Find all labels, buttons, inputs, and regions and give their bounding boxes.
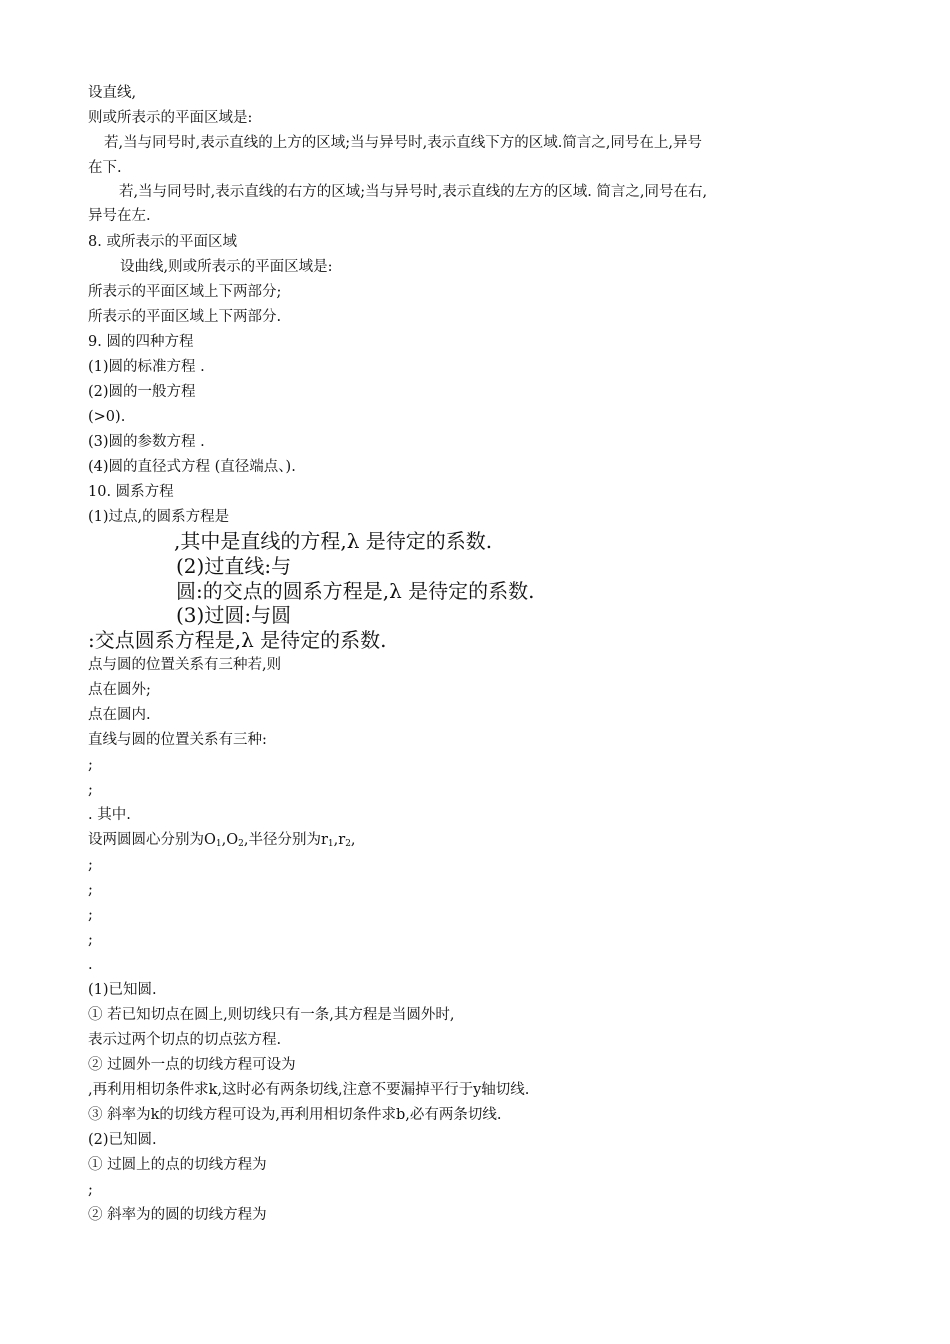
text-line: (2)圆的一般方程 bbox=[88, 384, 196, 400]
text-line: 所表示的平面区域上下两部分. bbox=[88, 309, 282, 325]
text-span: ,O bbox=[221, 832, 239, 848]
subscript: 2 bbox=[238, 839, 244, 849]
text-line: ,再利用相切条件求k,这时必有两条切线,注意不要漏掉平行于y轴切线. bbox=[88, 1082, 530, 1098]
text-line: ; bbox=[88, 882, 93, 898]
subscript: 1 bbox=[215, 839, 222, 849]
text-line: (1)已知圆. bbox=[88, 982, 157, 998]
text-line: 点在圆外; bbox=[88, 682, 151, 698]
text-line: 异号在左. bbox=[88, 208, 151, 224]
text-line: 若,当与同号时,表示直线的右方的区域;当与异号时,表示直线的左方的区域. 简言之,同号在右, bbox=[119, 184, 708, 200]
text-line: ③ 斜率为k的切线方程可设为,再利用相切条件求b,必有两条切线. bbox=[88, 1107, 502, 1123]
text-line: ; bbox=[88, 932, 93, 948]
text-line: 所表示的平面区域上下两部分; bbox=[88, 284, 282, 300]
text-line: ① 若已知切点在圆上,则切线只有一条,其方程是当圆外时, bbox=[88, 1007, 455, 1023]
text-line: (1)过点,的圆系方程是 bbox=[88, 509, 230, 525]
large-text-line: (3)过圆:与圆 bbox=[176, 603, 292, 627]
section-heading: 8. 或所表示的平面区域 bbox=[88, 234, 237, 250]
text-line: ② 斜率为的圆的切线方程为 bbox=[88, 1207, 267, 1223]
text-line: (2)已知圆. bbox=[88, 1132, 157, 1148]
text-line: 直线与圆的位置关系有三种: bbox=[88, 732, 267, 748]
text-span: ,半径分别为r bbox=[243, 832, 328, 848]
text-line: ② 过圆外一点的切线方程可设为 bbox=[88, 1057, 296, 1073]
text-span: ,r bbox=[333, 832, 346, 848]
section-heading: 10. 圆系方程 bbox=[88, 484, 174, 500]
text-line: 表示过两个切点的切点弦方程. bbox=[88, 1032, 282, 1048]
subscript: 2 bbox=[345, 839, 351, 849]
text-line: ; bbox=[88, 757, 93, 773]
text-line: . bbox=[88, 957, 93, 973]
text-line: . 其中. bbox=[88, 807, 131, 823]
text-span: 设两圆圆心分别为O bbox=[88, 832, 216, 848]
large-text-line: 圆:的交点的圆系方程是,λ 是待定的系数. bbox=[176, 579, 535, 603]
text-line: 则或所表示的平面区域是: bbox=[88, 110, 253, 126]
text-line: 设曲线,则或所表示的平面区域是: bbox=[120, 259, 333, 275]
large-text-line: :交点圆系方程是,λ 是待定的系数. bbox=[88, 628, 387, 652]
text-line: ; bbox=[88, 782, 93, 798]
text-line: 在下. bbox=[88, 160, 122, 176]
text-line: ① 过圆上的点的切线方程为 bbox=[88, 1157, 267, 1173]
text-line: (1)圆的标准方程 . bbox=[88, 359, 205, 375]
text-span: , bbox=[350, 832, 356, 848]
text-line: 点与圆的位置关系有三种若,则 bbox=[88, 657, 282, 673]
large-text-line: ,其中是直线的方程,λ 是待定的系数. bbox=[174, 529, 493, 553]
text-line: ; bbox=[88, 907, 93, 923]
text-line: (3)圆的参数方程 . bbox=[88, 434, 205, 450]
text-line: (>0). bbox=[88, 409, 126, 425]
text-line: 若,当与同号时,表示直线的上方的区域;当与异号时,表示直线下方的区域.简言之,同号在上,异号 bbox=[104, 135, 703, 151]
text-line bbox=[88, 831, 356, 853]
text-line: ; bbox=[88, 1182, 93, 1198]
text-line: (4)圆的直径式方程 (直径端点、). bbox=[88, 459, 296, 475]
subscript: 1 bbox=[327, 839, 334, 849]
section-heading: 9. 圆的四种方程 bbox=[88, 334, 194, 350]
text-line: ; bbox=[88, 857, 93, 873]
text-line: 点在圆内. bbox=[88, 707, 151, 723]
text-line: 设直线, bbox=[88, 85, 137, 101]
large-text-line: (2)过直线:与 bbox=[176, 554, 292, 578]
